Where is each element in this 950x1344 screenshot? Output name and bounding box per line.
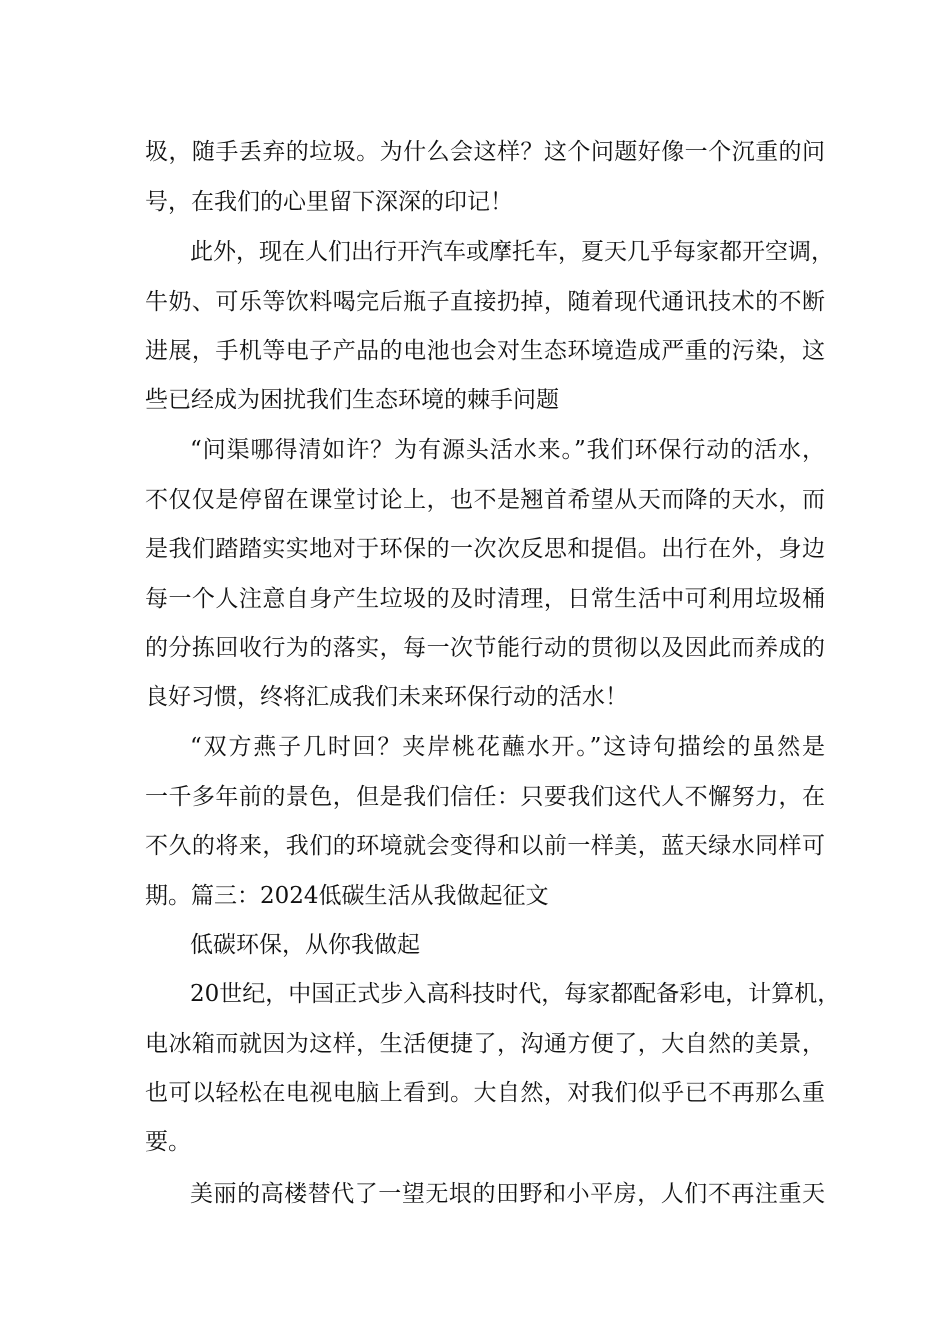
text-line-content: 20世纪，中国正式步入高科技时代，每家都配备彩电，计算机，: [190, 981, 841, 1007]
text-line: [0, 876, 950, 916]
text-line-content: 进展，手机等电子产品的电池也会对生态环境造成严重的污染，这: [145, 338, 825, 364]
text-line: [0, 1122, 950, 1162]
text-line-content: “问渠哪得清如许？为有源头活水来。”我们环保行动的活水，: [190, 437, 825, 463]
text-line: [0, 1024, 950, 1064]
text-line-content: 要。: [145, 1129, 191, 1155]
text-line: [0, 727, 950, 767]
text-line: [0, 430, 950, 470]
text-line: [0, 331, 950, 371]
text-line-content: 的分拣回收行为的落实，每一次节能行动的贯彻以及因此而养成的: [145, 635, 825, 661]
text-line: [0, 628, 950, 668]
text-line: [0, 282, 950, 322]
text-line-content: 号，在我们的心里留下深深的印记！: [145, 189, 513, 215]
text-line-content: 电冰箱而就因为这样，生活便捷了，沟通方便了，大自然的美景，: [145, 1031, 825, 1057]
text-line-content: 些已经成为困扰我们生态环境的棘手问题: [145, 387, 559, 413]
text-line: [0, 380, 950, 420]
text-line-content: 此外，现在人们出行开汽车或摩托车，夏天几乎每家都开空调，: [190, 239, 834, 265]
text-line-content: 是我们踏踏实实地对于环保的一次次反思和提倡。出行在外，身边: [145, 536, 825, 562]
text-line-content: 美丽的高楼替代了一望无垠的田野和小平房，人们不再注重天: [190, 1181, 825, 1207]
text-line-content: 每一个人注意自身产生垃圾的及时清理，日常生活中可利用垃圾桶: [145, 586, 825, 612]
text-line: [0, 529, 950, 569]
text-line-content: 不久的将来，我们的环境就会变得和以前一样美，蓝天绿水同样可: [145, 833, 825, 859]
text-line: [0, 974, 950, 1014]
text-line: [0, 677, 950, 717]
text-line: [0, 1073, 950, 1113]
text-line-content: “双方燕子几时回？夹岸桃花蘸水开。”这诗句描绘的虽然是: [190, 734, 825, 760]
text-line-content: 良好习惯，终将汇成我们未来环保行动的活水！: [145, 684, 628, 710]
section-heading: [0, 925, 950, 965]
text-line: [0, 579, 950, 619]
text-line: [0, 1174, 950, 1214]
text-line: [0, 132, 950, 172]
text-line: [0, 826, 950, 866]
text-line-content: 一千多年前的景色，但是我们信任：只要我们这代人不懈努力，在: [145, 784, 825, 810]
text-line-content: 也可以轻松在电视电脑上看到。大自然，对我们似乎已不再那么重: [145, 1080, 825, 1106]
text-line: [0, 480, 950, 520]
text-line-content: 不仅仅是停留在课堂讨论上，也不是翘首希望从天而降的天水，而: [145, 487, 825, 513]
text-line-content: 圾，随手丢弃的垃圾。为什么会这样？这个问题好像一个沉重的问: [145, 139, 825, 165]
text-line-content: 期。篇三：2024低碳生活从我做起征文: [145, 883, 549, 909]
text-line-content: 低碳环保，从你我做起: [190, 932, 420, 958]
text-line: [0, 777, 950, 817]
text-line-content: 牛奶、可乐等饮料喝完后瓶子直接扔掉，随着现代通讯技术的不断: [145, 289, 825, 315]
text-line: [0, 232, 950, 272]
text-line: [0, 182, 950, 222]
